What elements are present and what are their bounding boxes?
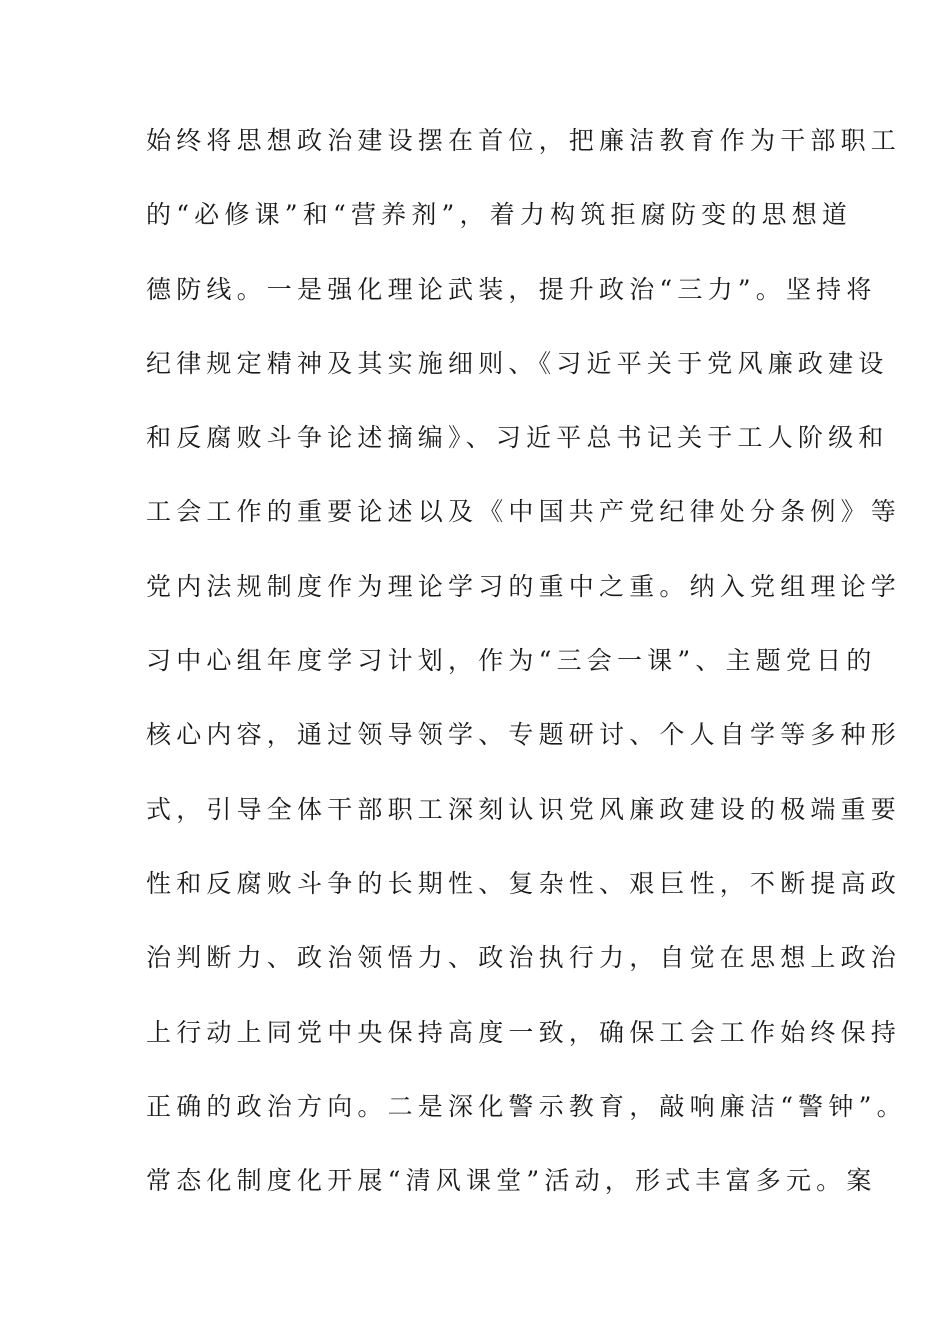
text-line: 性和反腐败斗争的长期性、复杂性、艰巨性，不断提高政 [146, 868, 902, 898]
text-line: 德防线。一是强化理论武装，提升政治“三力”。坚持将 [146, 274, 877, 304]
text-line: 式，引导全体干部职工深刻认识党风廉政建设的极端重要 [146, 794, 902, 824]
text-line: 始终将思想政治建设摆在首位，把廉洁教育作为干部职工 [146, 126, 902, 155]
text-line: 正确的政治方向。二是深化警示教育，敲响廉洁“警钟”。 [146, 1091, 907, 1121]
text-line: 习中心组年度学习计划，作为“三会一课”、主题党日的 [146, 646, 877, 676]
text-line: 上行动上同党中央保持高度一致，确保工会工作始终保持 [146, 1017, 902, 1047]
text-line: 核心内容，通过领导领学、专题研讨、个人自学等多种形 [146, 720, 902, 750]
text-line: 纪律规定精神及其实施细则、《习近平关于党风廉政建设 [146, 348, 889, 378]
text-line: 常态化制度化开展“清风课堂”活动，形式丰富多元。案 [146, 1166, 877, 1196]
text-line: 治判断力、政治领悟力、政治执行力，自觉在思想上政治 [146, 943, 902, 973]
text-line: 工会工作的重要论述以及《中国共产党纪律处分条例》等 [146, 497, 902, 527]
text-line: 党内法规制度作为理论学习的重中之重。纳入党组理论学 [146, 571, 902, 601]
text-line: 和反腐败斗争论述摘编》、习近平总书记关于工人阶级和 [146, 423, 889, 453]
text-line: 的“必修课”和“营养剂”，着力构筑拒腐防变的思想道 [146, 200, 853, 230]
body-text [146, 120, 907, 1234]
